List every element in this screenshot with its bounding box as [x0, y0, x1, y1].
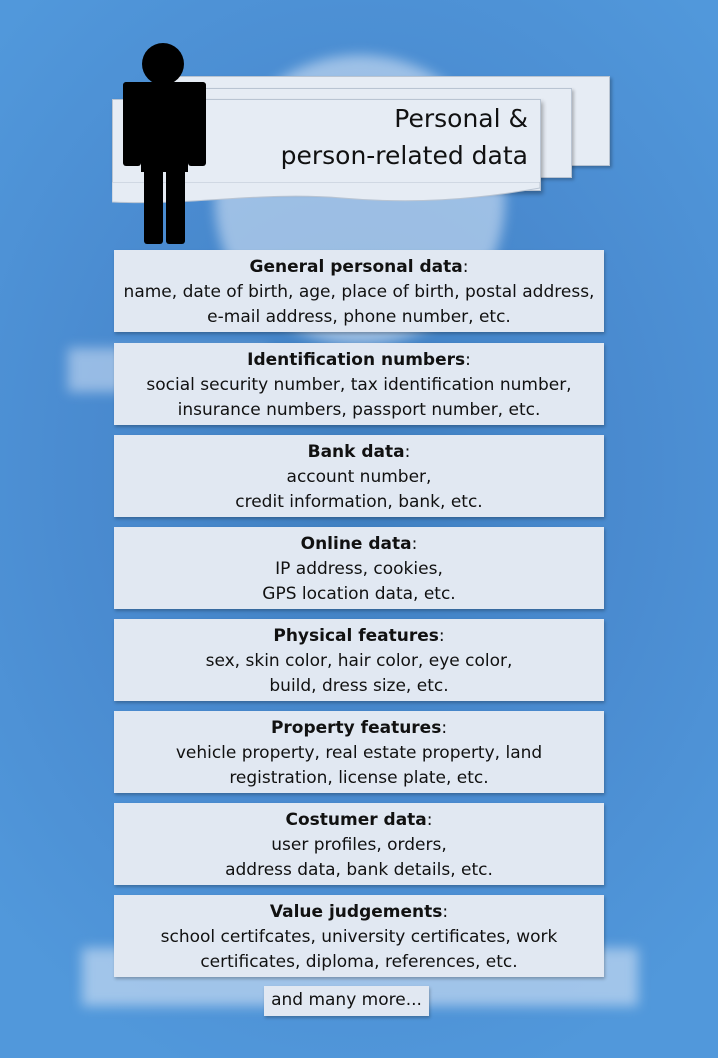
category-detail-line: registration, license plate, etc. [229, 768, 489, 788]
category-detail-line: vehicle property, real estate property, land [175, 743, 543, 763]
category-detail-line: account number, [286, 467, 432, 487]
category-box [114, 711, 604, 793]
category-detail-line: user profiles, orders, [271, 835, 447, 855]
person-silhouette-icon [120, 42, 210, 244]
title [240, 100, 528, 174]
category-heading-text: Value judgements [269, 902, 443, 922]
category-detail-line: school certifcates, university certificates, work [160, 927, 558, 947]
category-detail-line: GPS location data, etc. [262, 584, 456, 604]
category-heading-text: Online data [300, 534, 412, 554]
category-heading-text: Bank data [307, 442, 405, 462]
category-heading: Physical features: [273, 626, 445, 646]
category-heading: Property features: [270, 718, 448, 738]
category-heading: Bank data: [307, 442, 411, 462]
category-heading: Value judgements: [269, 902, 449, 922]
category-detail-line: IP address, cookies, [275, 559, 443, 579]
category-heading-text: Physical features [273, 626, 439, 646]
category-detail-line: build, dress size, etc. [269, 676, 449, 696]
category-detail-line: social security number, tax identification number, [146, 375, 572, 395]
title-line-1: Personal & [394, 104, 528, 133]
category-box [114, 803, 604, 885]
category-detail-line: address data, bank details, etc. [225, 860, 493, 880]
category-detail-line: credit information, bank, etc. [235, 492, 483, 512]
category-box [114, 895, 604, 977]
category-heading-text: Property features [270, 718, 442, 738]
category-heading: Costumer data: [285, 810, 433, 830]
category-box [114, 527, 604, 609]
category-heading-text: Identification numbers [247, 350, 466, 370]
footer-more: and many more... [264, 986, 429, 1016]
title-line-2: person-related data [280, 141, 528, 170]
category-detail-line: e-mail address, phone number, etc. [207, 307, 511, 327]
category-detail-line: sex, skin color, hair color, eye color, [205, 651, 513, 671]
category-heading: Online data: [300, 534, 418, 554]
category-box [114, 343, 604, 425]
category-box [114, 250, 604, 332]
category-box [114, 619, 604, 701]
category-heading: General personal data: [249, 257, 469, 277]
category-heading-text: Costumer data [285, 810, 427, 830]
category-heading-text: General personal data [249, 257, 463, 277]
category-detail-line: certificates, diploma, references, etc. [200, 952, 518, 972]
category-detail-line: insurance numbers, passport number, etc. [177, 400, 541, 420]
category-heading: Identification numbers: [247, 350, 471, 370]
category-detail-line: name, date of birth, age, place of birth, postal address, [123, 282, 595, 302]
category-box [114, 435, 604, 517]
